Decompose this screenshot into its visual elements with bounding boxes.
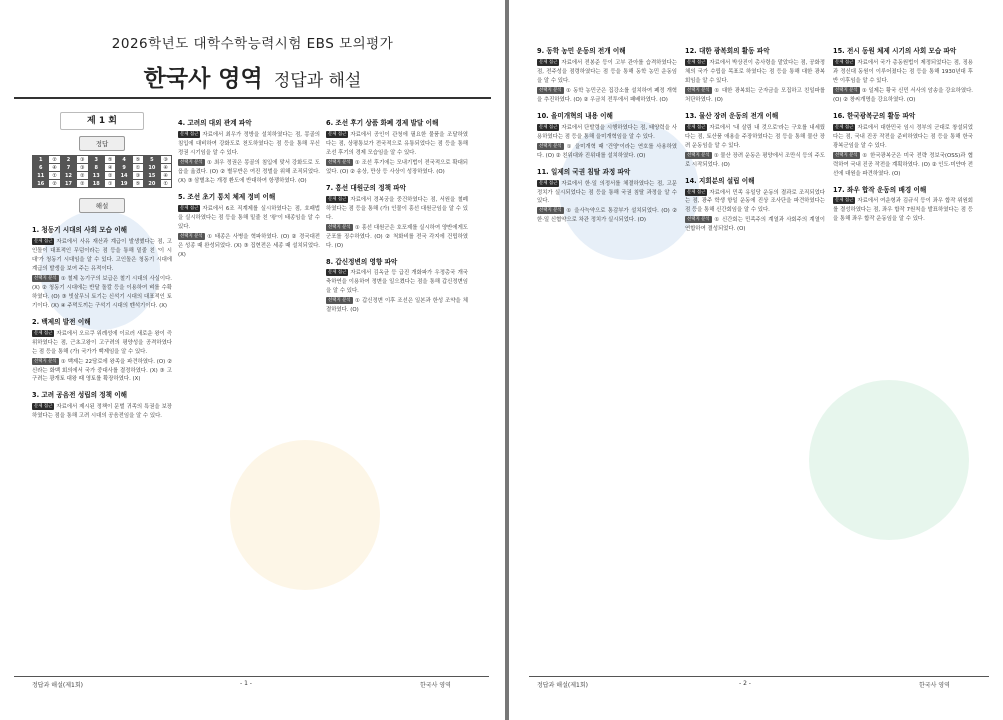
section	[833, 46, 973, 105]
section-title: 15. 전시 동원 체제 시기의 사회 모습 파악	[833, 47, 957, 55]
section-title: 16. 한국광복군의 활동 파악	[833, 111, 916, 120]
answer-number: 4	[116, 156, 132, 164]
section	[326, 118, 468, 177]
answer-row	[33, 156, 172, 164]
answer-number: 19	[116, 180, 132, 188]
answer-number: 16	[33, 180, 49, 188]
section	[178, 118, 320, 186]
section	[32, 317, 172, 385]
section-text: 자료에서 전봉준 등이 고부 관아를 습격하였다는 점, 전주성을 점령하였다는 점 등을 통해 동학 농민 운동임을 알 수 있다.	[537, 59, 677, 84]
answer-row	[33, 164, 172, 172]
answer-row	[33, 180, 172, 188]
section-text: 자료에서 대한민국 임시 정부의 군대로 창설되었다는 점, 국내 진공 작전을 준비하였다는 점 등을 통해 한국광복군임을 알 수 있다.	[833, 124, 973, 149]
section-text: 자료에서 사유 재산과 계급이 발생했다는 점, 고인돌이 대표적인 무덤이라는 점 등을 통해 밑줄 친 '이 시대'가 청동기 시대임을 알 수 있다. 고인돌은 청동기 시대에 계급의 발생을 보여 주는 유적이다.	[32, 238, 172, 272]
tag-choice: 선택지 분석	[687, 217, 710, 223]
answer-choice: ④	[49, 164, 60, 172]
tag-basic: 문제 접근	[328, 270, 347, 276]
section-text: ① 을사늑약으로 통감부가 설치되었다. (O) ② 한·일 신협약으로 차관 정치가 실시되었다. (O)	[537, 208, 677, 224]
section-title: 17. 좌우 합작 운동의 배경 이해	[833, 185, 927, 194]
tag-basic: 문제 접근	[687, 189, 706, 195]
exam-header: 2026학년도 대학수학능력시험 EBS 모의평가	[111, 36, 394, 52]
answer-number: 12	[60, 172, 76, 180]
footer-rule	[14, 676, 489, 677]
answer-choice: ④	[160, 164, 171, 172]
page-number: - 2 -	[739, 680, 751, 687]
section-title: 11. 일제의 국권 침탈 과정 파악	[537, 167, 631, 176]
tag-choice: 선택지 분석	[539, 87, 562, 93]
section-text: ① 최우 정권은 몽골의 침입에 맞서 강화도로 도읍을 옮겼다. (O) ② 별무반은 여진 정벌을 위해 조직되었다. (X) ③ 삼별초는 개경 환도에 반대하여 항쟁하였다. (O)	[178, 159, 320, 184]
section	[833, 111, 973, 179]
tag-choice: 선택지 분석	[34, 358, 57, 364]
column-6	[833, 40, 973, 668]
section-text: 자료에서 김옥균 등 급진 개화파가 우정총국 개국 축하연을 이용하여 정변을 일으켰다는 점을 통해 갑신정변임을 알 수 있다.	[326, 270, 468, 295]
answer-choice: ⑤	[132, 180, 143, 188]
section-text: 자료에서 제시된 정책이 문벌 귀족의 특권을 보장하였다는 점을 통해 고려 시대의 공음전임을 알 수 있다.	[32, 404, 172, 420]
answer-number: 17	[60, 180, 76, 188]
answer-choice: ①	[105, 180, 116, 188]
section-text: 자료에서 '내 살림 내 것으로'라는 구호를 내세웠다는 점, 토산품 애용을 주장하였다는 점 등을 통해 물산 장려 운동임을 알 수 있다.	[685, 124, 825, 149]
section-title: 5. 조선 초기 통치 체제 정비 이해	[178, 192, 276, 201]
answer-choice: ⑤	[132, 156, 143, 164]
subject-subtitle: 정답과 해설	[273, 71, 362, 91]
answer-label: 정답	[79, 136, 125, 151]
column-4	[537, 40, 677, 668]
section-title: 6. 조선 후기 상품 화폐 경제 발달 이해	[326, 119, 439, 127]
tag-choice: 선택지 분석	[328, 224, 351, 230]
section	[537, 167, 677, 226]
answer-table	[32, 155, 172, 188]
answer-column	[32, 112, 172, 689]
section-text: ① 일제는 황국 신민 서사의 암송을 강요하였다. (O) ② 창씨개명을 강요하였다. (O)	[833, 87, 973, 103]
answer-choice: ②	[77, 180, 88, 188]
answer-number: 9	[116, 164, 132, 172]
tag-basic: 문제 접근	[835, 124, 854, 130]
tag-choice: 선택지 분석	[34, 275, 57, 281]
section	[32, 390, 172, 421]
section-text: 자료에서 공인이 관청에 필요한 물품을 조달하였다는 점, 상평통보가 전국적으로 유통되었다는 점 등을 통해 조선 후기의 경제 모습임을 알 수 있다.	[326, 131, 468, 156]
tag-choice: 선택지 분석	[180, 233, 203, 239]
section-text: 자료에서 단발령을 시행하였다는 점, 태양력을 사용하였다는 점 등을 통해 을미개혁임을 알 수 있다.	[537, 124, 677, 140]
answer-number: 1	[33, 156, 49, 164]
page-title	[0, 60, 505, 93]
section-text: 자료에서 박상진이 총사령을 맡았다는 점, 공화정체의 국가 수립을 목표로 하였다는 점 등을 통해 대한 광복회임을 알 수 있다.	[685, 59, 825, 84]
answer-choice: ②	[77, 172, 88, 180]
tag-choice: 선택지 분석	[687, 87, 710, 93]
tag-choice: 선택지 분석	[835, 87, 858, 93]
tag-basic: 문제 접근	[34, 404, 53, 410]
answer-choice: ③	[132, 172, 143, 180]
section-text: ① 조선 후기에는 모내기법이 전국적으로 확대되었다. (O) ② 송상, 만상 등 사상이 성장하였다. (O)	[326, 159, 468, 175]
section-text: 자료에서 6조 직계제를 실시하였다는 점, 호패법을 실시하였다는 점 등을 통해 밑줄 친 '왕'이 태종임을 알 수 있다.	[178, 205, 320, 230]
section-title: 10. 을미개혁의 내용 이해	[537, 111, 613, 120]
section-title: 7. 흥선 대원군의 정책 파악	[326, 183, 406, 192]
answer-choice: ④	[105, 164, 116, 172]
section	[537, 46, 677, 105]
tag-choice: 선택지 분석	[328, 159, 351, 165]
tag-choice: 선택지 분석	[328, 298, 351, 304]
answer-number: 11	[33, 172, 49, 180]
answer-number: 14	[116, 172, 132, 180]
answer-number: 20	[144, 180, 160, 188]
column-5	[685, 40, 825, 668]
section-text: ① 태종은 사병을 혁파하였다. (O) ② 경국대전은 성종 때 완성되었다. (X) ③ 집현전은 세종 때 설치되었다. (X)	[178, 233, 320, 258]
section-text: 자료에서 오르쿠 위례성에 이르러 새로운 왕이 즉위하였다는 점, 근초고왕이 고구려의 평양성을 공격하였다는 점 등을 통해 (가) 국가가 백제임을 알 수 있다.	[32, 330, 172, 355]
column-2	[178, 112, 320, 667]
tag-basic: 문제 접근	[539, 180, 558, 186]
answer-number: 13	[88, 172, 104, 180]
section	[32, 225, 172, 311]
answer-number: 2	[60, 156, 76, 164]
section-title: 8. 갑신정변의 영향 파악	[326, 257, 398, 266]
answer-number: 7	[60, 164, 76, 172]
section-text: ① 물산 장려 운동은 평양에서 조만식 등의 주도로 시작되었다. (O)	[685, 152, 825, 168]
section	[537, 111, 677, 161]
answer-choice: ③	[77, 156, 88, 164]
page-number: - 1 -	[240, 680, 252, 687]
section-text: ① 철제 농기구의 보급은 철기 시대의 사실이다. (X) ② 청동기 시대에는 반달 돌칼 등을 이용하여 벼를 수확하였다. (O) ③ 빗살무늬 토기는 신석기 시대의 대표적인 토기이다. (X) ④ 주먹도끼는 구석기 시대의 뗀석기이다. (X)	[32, 275, 172, 309]
answer-choice: ⑤	[105, 156, 116, 164]
header-rule	[14, 97, 491, 99]
page-2	[509, 0, 1003, 720]
tag-choice: 선택지 분석	[180, 159, 203, 165]
section-title: 4. 고려의 대외 관계 파악	[178, 119, 252, 127]
section-text: ① 동학 농민군은 집강소를 설치하여 폐정 개혁을 추진하였다. (O) ② 우금치 전투에서 패배하였다. (O)	[537, 87, 677, 103]
footer-left: 정답과 해설(제1회)	[537, 682, 588, 689]
section	[685, 176, 825, 235]
answer-choice: ①	[132, 164, 143, 172]
section-text: 자료에서 최우가 정방을 설치하였다는 점, 몽골의 침입에 대비하여 강화도로 천도하였다는 점 등을 통해 무신 정권 시기임을 알 수 있다.	[178, 131, 320, 156]
section	[685, 46, 825, 105]
section	[833, 185, 973, 225]
tag-choice: 선택지 분석	[687, 152, 710, 158]
section-text: 자료에서 국가 총동원법이 제정되었다는 점, 징용과 정신대 동원이 이루어졌다는 점 등을 통해 1930년대 후반 이후임을 알 수 있다.	[833, 59, 973, 84]
column-3	[326, 112, 468, 667]
section	[685, 111, 825, 170]
answer-choice: ①	[49, 172, 60, 180]
section	[326, 257, 468, 316]
footer-left: 정답과 해설(제1회)	[32, 682, 83, 689]
section-title: 12. 대한 광복회의 활동 파악	[685, 47, 770, 55]
section-title: 9. 동학 농민 운동의 전개 이해	[537, 47, 626, 55]
tag-basic: 문제 접근	[835, 59, 854, 65]
tag-basic: 문제 접근	[328, 196, 347, 202]
tag-basic: 문제 접근	[539, 124, 558, 130]
answer-choice: ①	[160, 180, 171, 188]
subject-title: 한국사 영역	[143, 65, 263, 92]
section-title: 1. 청동기 시대의 사회 모습 이해	[32, 226, 128, 234]
answer-choice: ③	[160, 156, 171, 164]
section-text: ① 한국광복군은 미국 전략 정보국(OSS)과 협력하여 국내 진공 작전을 계획하였다. (O) ② 인도·미얀마 전선에 대원을 파견하였다. (O)	[833, 152, 973, 177]
explanation-label: 해설	[79, 198, 125, 213]
section	[326, 183, 468, 251]
section-text: ① 대한 광복회는 군자금을 모집하고 친일파를 처단하였다. (O)	[685, 87, 825, 103]
section-text: ① 을미개혁 때 '건양'이라는 연호를 사용하였다. (O) ② 친위대와 진위대를 설치하였다. (O)	[537, 143, 677, 159]
section-text: 자료에서 한·일 의정서를 체결하였다는 점, 고문 정치가 실시되었다는 점 등을 통해 국권 침탈 과정을 알 수 있다.	[537, 180, 677, 205]
footer-rule	[529, 676, 989, 677]
answer-number: 18	[88, 180, 104, 188]
answer-choice: ②	[49, 180, 60, 188]
answer-row	[33, 172, 172, 180]
section-text: ① 흥선 대원군은 호포제를 실시하여 양반에게도 군포를 징수하였다. (O) ② 척화비를 전국 각지에 건립하였다. (O)	[326, 224, 468, 249]
answer-choice: ④	[160, 172, 171, 180]
tag-basic: 문제 접근	[180, 131, 199, 137]
tag-basic: 문제 접근	[328, 131, 347, 137]
section-title: 2. 백제의 발전 이해	[32, 317, 91, 326]
tag-choice: 선택지 분석	[539, 208, 562, 214]
answer-number: 3	[88, 156, 104, 164]
section-text: ① 백제는 22담로에 왕족을 파견하였다. (O) ② 신라는 화백 회의에서 국가 중대사를 결정하였다. (X) ③ 고구려는 광개토 대왕 때 영토를 확장하였다. (X)	[32, 358, 172, 383]
answer-number: 15	[144, 172, 160, 180]
footer-right: 한국사 영역	[919, 682, 950, 689]
section-title: 14. 지회분의 설립 이해	[685, 176, 755, 185]
section-text: ① 신간회는 민족주의 계열과 사회주의 계열이 연합하여 결성되었다. (O)	[685, 217, 825, 233]
answer-choice: ②	[49, 156, 60, 164]
round-label: 제 1 회	[60, 112, 144, 130]
section-text: 자료에서 여운형과 김규식 등이 좌우 합작 위원회를 결성하였다는 점, 좌우 합작 7원칙을 발표하였다는 점 등을 통해 좌우 합작 운동임을 알 수 있다.	[833, 198, 973, 223]
answer-choice: ②	[105, 172, 116, 180]
column-1	[32, 219, 172, 689]
tag-basic: 문제 접근	[687, 59, 706, 65]
tag-basic: 문제 접근	[687, 124, 706, 130]
tag-basic: 문제 접근	[34, 330, 53, 336]
answer-number: 8	[88, 164, 104, 172]
answer-number: 5	[144, 156, 160, 164]
section-title: 13. 물산 장려 운동의 전개 이해	[685, 111, 779, 120]
answer-number: 10	[144, 164, 160, 172]
tag-basic: 문제 접근	[180, 205, 199, 211]
tag-basic: 문제 접근	[835, 198, 854, 204]
tag-choice: 선택지 분석	[835, 152, 858, 158]
tag-basic: 문제 접근	[539, 59, 558, 65]
section-text: ① 갑신정변 이후 조선은 일본과 한성 조약을 체결하였다. (O)	[326, 298, 468, 314]
footer-right: 한국사 영역	[420, 682, 451, 689]
tag-basic: 문제 접근	[34, 238, 53, 244]
section	[178, 192, 320, 260]
answer-number: 6	[33, 164, 49, 172]
section-title: 3. 고려 공음전 성립의 정책 이해	[32, 391, 128, 400]
tag-choice: 선택지 분석	[539, 143, 562, 149]
section-text: 자료에서 민족 유일당 운동의 결과로 조직되었다는 점, 광주 학생 항일 운동에 진상 조사단을 파견하였다는 점 등을 통해 신간회임을 알 수 있다.	[685, 189, 825, 214]
answer-choice: ③	[77, 164, 88, 172]
section-text: 자료에서 경복궁을 중건하였다는 점, 서원을 철폐하였다는 점 등을 통해 (가) 인물이 흥선 대원군임을 알 수 있다.	[326, 196, 468, 221]
